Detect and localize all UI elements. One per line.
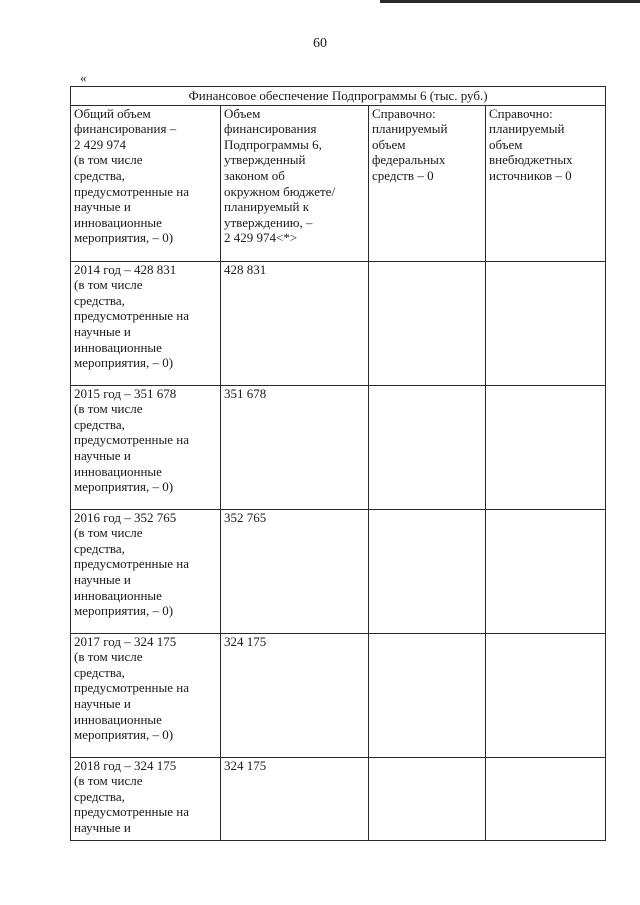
year-total-cell: 2015 год – 351 678 (в том числе средства, предусмотренные на научные и инновационные мероприятия, – 0) [71, 385, 221, 509]
year-amount-cell: 324 175 [221, 633, 369, 757]
year-amount-cell: 351 678 [221, 385, 369, 509]
empty-cell [369, 757, 486, 840]
header-federal-funds: Справочно: планируемый объем федеральных средств – 0 [369, 105, 486, 261]
financing-table [70, 86, 606, 841]
header-extrabudgetary-sources: Справочно: планируемый объем внебюджетных источников – 0 [486, 105, 606, 261]
table-row [71, 757, 606, 840]
year-amount-cell: 428 831 [221, 261, 369, 385]
year-total-cell: 2014 год – 428 831 (в том числе средства, предусмотренные на научные и инновационные мероприятия, – 0) [71, 261, 221, 385]
empty-cell [486, 509, 606, 633]
header-subprogram-financing: Объем финансирования Подпрограммы 6, утвержденный законом об окружном бюджете/ планируемый к утверждению, – 2 429 974<*> [221, 105, 369, 261]
table-row [71, 385, 606, 509]
year-total-cell: 2018 год – 324 175 (в том числе средства, предусмотренные на научные и [71, 757, 221, 840]
empty-cell [369, 385, 486, 509]
empty-cell [369, 261, 486, 385]
table-row [71, 509, 606, 633]
year-amount-cell: 352 765 [221, 509, 369, 633]
empty-cell [369, 633, 486, 757]
empty-cell [486, 385, 606, 509]
table-row [71, 261, 606, 385]
year-total-cell: 2016 год – 352 765 (в том числе средства, предусмотренные на научные и инновационные мероприятия, – 0) [71, 509, 221, 633]
table-header-row [71, 105, 606, 261]
empty-cell [486, 757, 606, 840]
table-title: Финансовое обеспечение Подпрограммы 6 (тыс. руб.) [71, 87, 606, 106]
scan-top-edge [380, 0, 640, 3]
empty-cell [486, 261, 606, 385]
empty-cell [369, 509, 486, 633]
header-total-financing: Общий объем финансирования – 2 429 974 (в том числе средства, предусмотренные на научные и инновационные мероприятия, – 0) [71, 105, 221, 261]
empty-cell [486, 633, 606, 757]
table-title-row [71, 87, 606, 106]
page-number: 60 [313, 36, 327, 51]
opening-quote-mark: « [80, 70, 87, 85]
year-total-cell: 2017 год – 324 175 (в том числе средства, предусмотренные на научные и инновационные мероприятия, – 0) [71, 633, 221, 757]
table-row [71, 633, 606, 757]
year-amount-cell: 324 175 [221, 757, 369, 840]
